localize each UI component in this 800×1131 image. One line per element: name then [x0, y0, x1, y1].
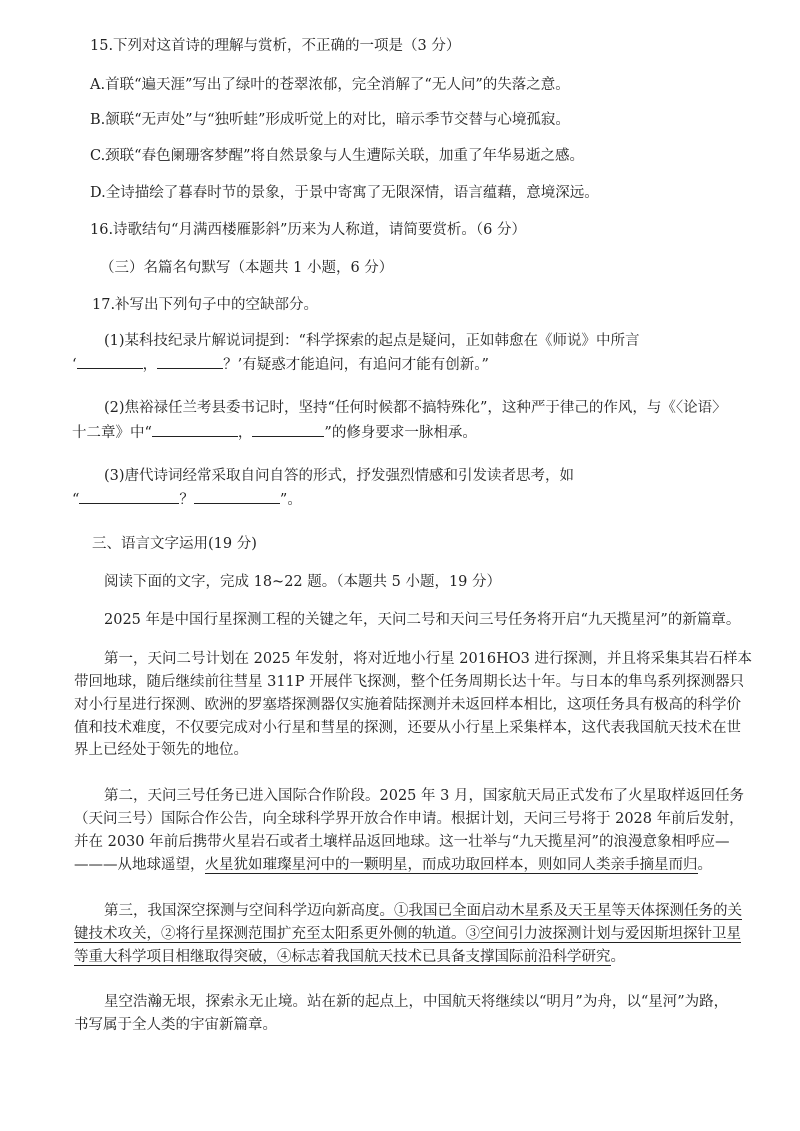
- text-line: [74, 741, 248, 759]
- text-line: [104, 399, 727, 417]
- text-line: [92, 535, 257, 553]
- text-segment: ”。: [279, 492, 302, 508]
- text-segment: B.颔联“无声处”与“独听蛙”形成听觉上的对比，暗示季节交替与心境孤寂。: [90, 112, 570, 128]
- text-line: [90, 76, 570, 94]
- text-segment: (1)某科技纪录片解说词提到：“科学探索的起点是疑问，正如韩愈在《师说》中所言: [104, 333, 640, 349]
- text-line: [100, 259, 393, 277]
- text-line: [104, 787, 744, 805]
- text-segment: 书写属于全人类的宇宙新篇章。: [74, 1017, 277, 1033]
- text-line: [90, 37, 460, 55]
- answer-blank[interactable]: [152, 422, 238, 437]
- text-line: [74, 948, 625, 966]
- text-segment: 并在 2030 年前后携带火星岩石或者土壤样品返回地球。这一壮举与“九天揽星河”的浪漫意象相呼应—: [74, 834, 730, 850]
- text-segment: （三）名篇名句默写（本题共 1 小题，6 分）: [100, 260, 394, 276]
- text-line: [74, 810, 744, 828]
- answer-blank[interactable]: [194, 489, 280, 504]
- text-line: [74, 1016, 277, 1034]
- text-line: [92, 296, 318, 314]
- text-segment: 17.补写出下列句子中的空缺部分。: [92, 297, 319, 313]
- text-segment: ———从地球遥望，: [74, 857, 205, 873]
- text-segment: D.全诗描绘了暮春时节的景象，于景中寄寓了无限深情，语言蕴藉，意境深远。: [90, 185, 599, 201]
- underlined-text: 键技术攻关，②将行星探测范围扩充至太阳系更外侧的轨道。③空间引力波探测计划与爱因斯坦探针卫星: [74, 926, 741, 942]
- text-segment: 15.下列对这首诗的理解与赏析，不正确的一项是（3 分）: [90, 38, 461, 54]
- answer-blank[interactable]: [79, 489, 179, 504]
- text-line: [74, 719, 741, 737]
- text-line: [104, 332, 639, 350]
- underlined-text: 火星犹如璀璨星河中的一颗明星，而成功取回样本，则如同人类亲手摘星而归: [204, 857, 698, 873]
- text-segment: 十二章》中“: [72, 425, 152, 441]
- text-line: [74, 696, 741, 714]
- text-segment: 16.诗歌结句“月满西楼雁影斜”历来为人称道，请简要赏析。（6 分）: [90, 222, 526, 238]
- text-line: [74, 925, 741, 943]
- text-segment: 星空浩瀚无垠，探索永无止境。站在新的起点上，中国航天将继续以“明月”为舟，以“星河”为路，: [104, 994, 729, 1010]
- text-line: [90, 147, 584, 165]
- text-line: [74, 833, 729, 851]
- text-segment: （天问三号）国际合作公告，向全球科学界开放合作申请。根据计划，天问三号将于 2028 年前后发射，: [74, 811, 744, 827]
- text-segment: ，: [142, 357, 158, 373]
- text-segment: 第三，我国深空探测与空间科学迈向新高度: [104, 903, 380, 919]
- text-line: [72, 489, 302, 509]
- text-line: [104, 993, 728, 1011]
- text-line: [104, 611, 740, 629]
- text-segment: ，: [237, 425, 253, 441]
- text-segment: 对小行星进行探测、欧洲的罗塞塔探测器仅实施着陆探测并未返回样本相比，这项任务具有极高的科学价: [74, 697, 741, 713]
- text-line: [90, 221, 526, 239]
- text-line: [104, 902, 742, 920]
- text-segment: 。: [697, 857, 712, 873]
- answer-blank[interactable]: [252, 422, 324, 437]
- text-segment: (2)焦裕禄任兰考县委书记时，坚持“任何时候都不搞特殊化”，这种严于律己的作风，与《〈论语〉: [104, 400, 727, 416]
- text-segment: C.颈联“春色阑珊客梦醒”将自然景象与人生遭际关联，加重了年华易逝之感。: [90, 148, 585, 164]
- text-segment: (3)唐代诗词经常采取自问自答的形式，抒发强烈情感和引发读者思考，如: [104, 468, 575, 484]
- text-segment: ？: [179, 492, 194, 508]
- text-segment: 三、语言文字运用(19 分): [92, 536, 257, 552]
- text-segment: ？’有疑惑才能追问，有追问才能有创新。”: [223, 357, 489, 373]
- text-line: [104, 467, 574, 485]
- text-segment: 2025 年是中国行星探测工程的关键之年，天问二号和天问三号任务将开启“九天揽星河”的新篇章。: [104, 612, 741, 628]
- text-segment: 值和技术难度，不仅要完成对小行星和彗星的探测，还要从小行星上采集样本，这代表我国航天技术在世: [74, 720, 741, 736]
- text-segment: ”的修身要求一脉相承。: [324, 425, 477, 441]
- text-segment: 带回地球，随后继续前往彗星 311P 开展伴飞探测，整个任务周期长达十年。与日本的隼鸟系列探测器只: [74, 674, 745, 690]
- text-segment: “: [72, 492, 80, 508]
- text-segment: A.首联“遍天涯”写出了绿叶的苍翠浓郁，完全消解了“无人问”的失落之意。: [90, 77, 570, 93]
- text-segment: 界上已经处于领先的地位。: [74, 742, 248, 758]
- text-segment: ‘: [72, 357, 77, 373]
- text-line: [72, 422, 477, 442]
- text-line: [72, 354, 489, 374]
- answer-blank[interactable]: [77, 354, 143, 369]
- answer-blank[interactable]: [157, 354, 223, 369]
- text-line: [90, 111, 570, 129]
- text-segment: 第一，天问二号计划在 2025 年发射，将对近地小行星 2016HO3 进行探测，并且将采集其岩石样本: [104, 651, 752, 667]
- underlined-text: 。①我国已全面启动木星系及天王星等天体探测任务的关: [379, 903, 742, 919]
- text-line: [74, 673, 744, 691]
- text-line: [90, 184, 599, 202]
- text-line: [104, 573, 501, 591]
- text-line: [74, 856, 712, 874]
- underlined-text: 等重大科学项目相继取得突破，④标志着我国航天技术已具备支撑国际前沿科学研究: [74, 949, 611, 965]
- text-segment: 。: [610, 949, 625, 965]
- text-segment: 阅读下面的文字，完成 18~22 题。（本题共 5 小题，19 分）: [104, 574, 502, 590]
- text-line: [104, 650, 752, 668]
- text-segment: 第二，天问三号任务已进入国际合作阶段。2025 年 3 月，国家航天局正式发布了火星取样返回任务: [104, 788, 744, 804]
